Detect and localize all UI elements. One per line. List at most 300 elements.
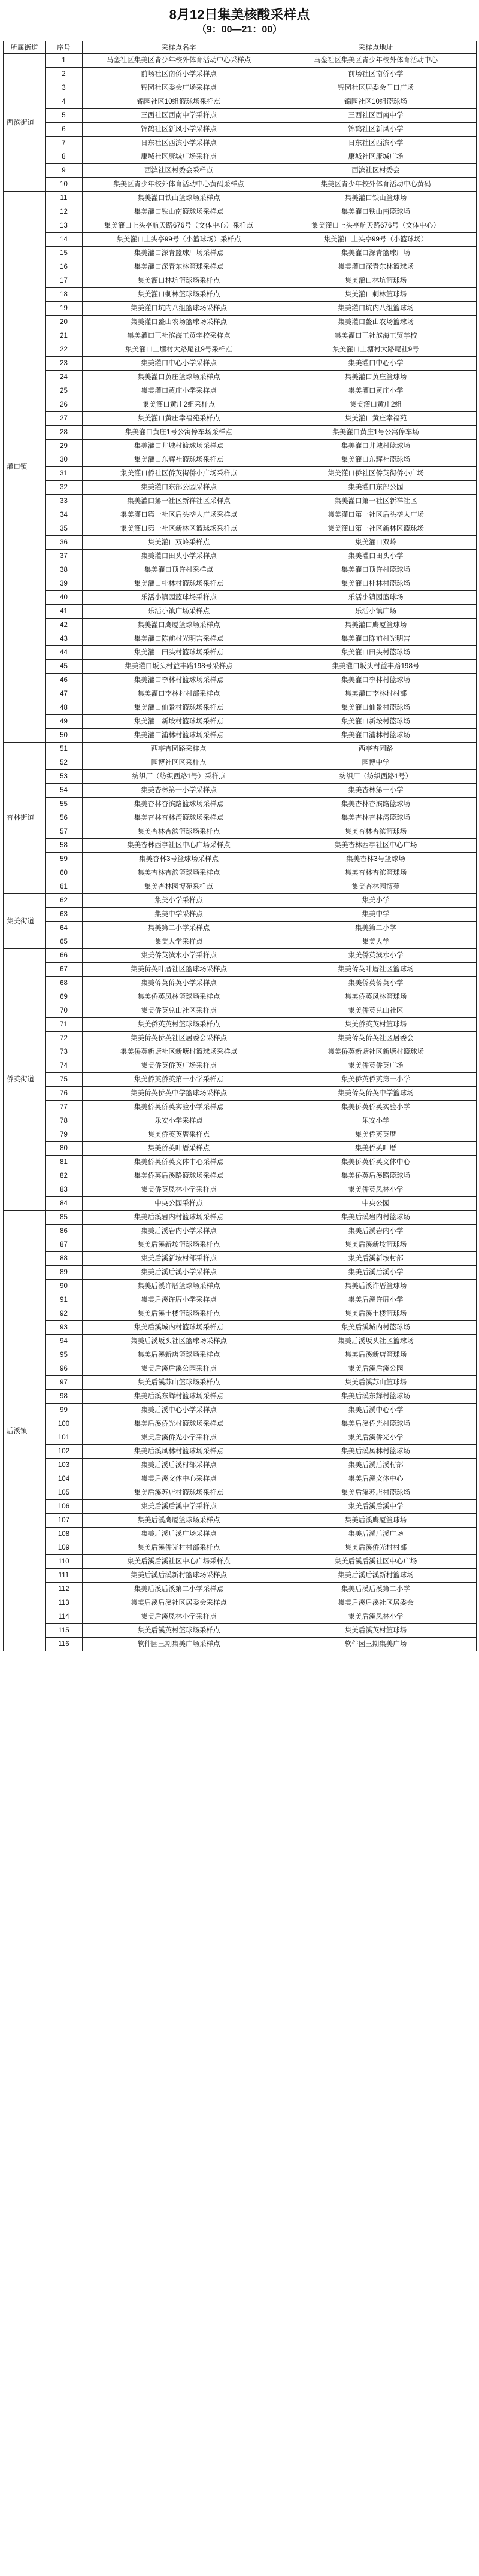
sampling-sites-table [3,41,477,1651]
number-cell: 112 [46,1583,83,1596]
site-name-cell: 集美后溪新垵村部采样点 [83,1252,275,1266]
table-row [4,1445,477,1459]
number-cell: 84 [46,1197,83,1211]
site-address-cell: 集美杏林杏林湾篮球场 [275,811,477,825]
table-row [4,949,477,963]
site-address-cell: 集美灌口新垵村篮球场 [275,715,477,729]
site-address-cell: 锦园社区居委会门口广场 [275,81,477,95]
table-row [4,178,477,192]
number-cell: 109 [46,1541,83,1555]
site-name-cell: 集美后溪后溪小学采样点 [83,1266,275,1280]
number-cell: 74 [46,1059,83,1073]
table-row [4,894,477,908]
table-row [4,1225,477,1238]
number-cell: 4 [46,95,83,109]
site-address-cell: 集美第二小学 [275,922,477,935]
number-cell: 5 [46,109,83,123]
table-row [4,233,477,247]
table-row [4,81,477,95]
site-name-cell: 西亭杏园路采样点 [83,743,275,756]
site-name-cell: 集美灌口坂头村益丰路198号采样点 [83,660,275,674]
site-address-cell: 集美后溪凤林小学 [275,1610,477,1624]
table-row [4,1142,477,1156]
site-address-cell: 集美灌口李林村村部 [275,687,477,701]
table-row [4,1018,477,1032]
site-address-cell: 集美后溪英村篮球场 [275,1624,477,1638]
site-address-cell: 集美灌口深青篮球厂场 [275,247,477,260]
table-row [4,1156,477,1169]
site-name-cell: 集美灌口仙景村篮球场采样点 [83,701,275,715]
site-name-cell: 集美后溪后溪社区中心广场采样点 [83,1555,275,1569]
site-address-cell: 集美区青少年校外体育活动中心黄码 [275,178,477,192]
site-address-cell: 集美侨英兑山社区 [275,1004,477,1018]
site-name-cell: 集美后溪文体中心采样点 [83,1472,275,1486]
table-row [4,674,477,687]
site-address-cell: 集美后溪后溪社区居委会 [275,1596,477,1610]
document-subtitle: （9：00—21：00） [196,25,283,35]
site-address-cell: 集美后溪许厝小学 [275,1293,477,1307]
site-address-cell: 集美灌口坂头村益丰路198号 [275,660,477,674]
site-name-cell: 集美后溪后溪中学采样点 [83,1500,275,1514]
site-address-cell: 集美杏林西亭社区中心广场 [275,839,477,853]
site-name-cell: 集美中学采样点 [83,908,275,922]
number-cell: 110 [46,1555,83,1569]
site-name-cell: 集美灌口黄庄幸福苑采样点 [83,412,275,426]
site-name-cell: 集美侨英英村篮球场采样点 [83,1018,275,1032]
site-name-cell: 乐活小镇广场采样点 [83,605,275,619]
site-name-cell: 集美灌口第一社区后头垄大广场采样点 [83,508,275,522]
site-name-cell: 集美杏林杏林湾篮球场采样点 [83,811,275,825]
table-row [4,1252,477,1266]
column-header-number: 序号 [46,41,83,54]
site-name-cell: 集美侨英后溪路篮球场采样点 [83,1169,275,1183]
number-cell: 96 [46,1362,83,1376]
document-title: 8月12日集美核酸采样点 [169,7,310,22]
table-row [4,1045,477,1059]
site-name-cell: 集美灌口上塘村大路尾社9号采样点 [83,343,275,357]
table-row [4,1596,477,1610]
table-row [4,1459,477,1472]
number-cell: 79 [46,1128,83,1142]
site-address-cell: 集美后溪东辉村篮球场 [275,1390,477,1404]
site-address-cell: 集美杏林杏滨路篮球场 [275,798,477,811]
site-address-cell: 集美中学 [275,908,477,922]
site-name-cell: 集美灌口中心小学采样点 [83,357,275,371]
table-row [4,798,477,811]
site-name-cell: 康城社区康城广场采样点 [83,150,275,164]
number-cell: 13 [46,219,83,233]
number-cell: 62 [46,894,83,908]
table-row [4,219,477,233]
number-cell: 90 [46,1280,83,1293]
site-address-cell: 集美灌口陈前村光明宫 [275,632,477,646]
site-address-cell: 集美灌口侨社区侨英街侨小广场 [275,467,477,481]
site-name-cell: 集美灌口井城村篮球场采样点 [83,440,275,453]
table-row [4,316,477,329]
number-cell: 3 [46,81,83,95]
number-cell: 31 [46,467,83,481]
site-address-cell: 集美灌口三社滨海工贸学校 [275,329,477,343]
table-row [4,343,477,357]
table-row [4,632,477,646]
site-address-cell: 集美后溪岩内小学 [275,1225,477,1238]
site-address-cell: 集美后溪土楼篮球场 [275,1307,477,1321]
site-address-cell: 集美灌口鹰厦篮球场 [275,619,477,632]
number-cell: 86 [46,1225,83,1238]
table-row [4,577,477,591]
site-name-cell: 集美杏林杏滨路篮球场采样点 [83,798,275,811]
site-name-cell: 集美灌口陈前村光明宫采样点 [83,632,275,646]
table-row [4,1128,477,1142]
site-address-cell: 集美侨英英村篮球场 [275,1018,477,1032]
site-address-cell: 集美后溪后溪第二小学 [275,1583,477,1596]
site-address-cell: 日东社区西滨小学 [275,137,477,150]
table-row [4,1348,477,1362]
site-address-cell: 集美侨英后溪路篮球场 [275,1169,477,1183]
site-name-cell: 三西社区西南中学采样点 [83,109,275,123]
street-cell: 侨英街道 [4,949,46,1211]
site-name-cell: 集美后溪凤林村篮球场采样点 [83,1445,275,1459]
table-row [4,866,477,880]
site-address-cell: 集美灌口李林村篮球场 [275,674,477,687]
site-address-cell: 集美杏林杏滨篮球场 [275,866,477,880]
site-address-cell: 集美后溪凤林村篮球场 [275,1445,477,1459]
number-cell: 53 [46,770,83,784]
site-name-cell: 集美灌口东部公园采样点 [83,481,275,495]
table-row [4,205,477,219]
site-address-cell: 集美后溪后溪村部 [275,1459,477,1472]
table-row [4,109,477,123]
site-name-cell: 乐活小镇园篮球场采样点 [83,591,275,605]
number-cell: 64 [46,922,83,935]
table-row [4,935,477,949]
site-address-cell: 集美灌口上头亭99号（小篮球场） [275,233,477,247]
site-name-cell: 集美杏林第一小学采样点 [83,784,275,798]
number-cell: 80 [46,1142,83,1156]
site-name-cell: 前场社区南侨小学采样点 [83,68,275,81]
table-row [4,687,477,701]
number-cell: 22 [46,343,83,357]
site-address-cell: 集美侨英侨英文体中心 [275,1156,477,1169]
site-address-cell: 集美后溪后溪中学 [275,1500,477,1514]
table-row [4,1486,477,1500]
site-address-cell: 集美后溪苏店村篮球场 [275,1486,477,1500]
site-name-cell: 集美灌口上头亭99号（小篮球场）采样点 [83,233,275,247]
site-address-cell: 纺织厂（纺织西路1号） [275,770,477,784]
number-cell: 76 [46,1087,83,1101]
number-cell: 41 [46,605,83,619]
number-cell: 18 [46,288,83,302]
table-row [4,412,477,426]
site-name-cell: 锦园社区10组篮球场采样点 [83,95,275,109]
site-name-cell: 集美侨英凤林小学采样点 [83,1183,275,1197]
table-row [4,1404,477,1417]
table-row [4,1169,477,1183]
site-name-cell: 集美后溪后溪第二小学采样点 [83,1583,275,1596]
number-cell: 65 [46,935,83,949]
table-row [4,619,477,632]
site-address-cell: 集美灌口中心小学 [275,357,477,371]
table-row [4,743,477,756]
table-row [4,1059,477,1073]
number-cell: 77 [46,1101,83,1114]
site-name-cell: 集美侨英侨英文体中心采样点 [83,1156,275,1169]
site-name-cell: 集美后溪凤林小学采样点 [83,1610,275,1624]
site-name-cell: 集美后溪苏店村篮球场采样点 [83,1486,275,1500]
site-name-cell: 集美灌口上头亭航天路676号（文体中心）采样点 [83,219,275,233]
site-address-cell: 集美灌口上塘村大路尾社9号 [275,343,477,357]
number-cell: 63 [46,908,83,922]
number-cell: 7 [46,137,83,150]
site-address-cell: 集美杏林杏滨篮球场 [275,825,477,839]
number-cell: 28 [46,426,83,440]
site-name-cell: 集美侨英侨英实验小学采样点 [83,1101,275,1114]
number-cell: 71 [46,1018,83,1032]
table-row [4,646,477,660]
site-name-cell: 集美后溪侨光小学采样点 [83,1431,275,1445]
number-cell: 48 [46,701,83,715]
number-cell: 11 [46,192,83,205]
site-name-cell: 集美杏林园博苑采样点 [83,880,275,894]
site-address-cell: 乐活小镇广场 [275,605,477,619]
number-cell: 17 [46,274,83,288]
site-address-cell: 乐安小学 [275,1114,477,1128]
site-name-cell: 马銮社区集美区青少年校外体育活动中心采样点 [83,54,275,68]
number-cell: 38 [46,563,83,577]
table-row [4,481,477,495]
site-name-cell: 集美灌口深青篮球厂场采样点 [83,247,275,260]
table-row [4,54,477,68]
site-name-cell: 集美后溪许厝小学采样点 [83,1293,275,1307]
number-cell: 34 [46,508,83,522]
number-cell: 40 [46,591,83,605]
site-address-cell: 前场社区南侨小学 [275,68,477,81]
site-address-cell: 集美后溪许厝篮球场 [275,1280,477,1293]
number-cell: 6 [46,123,83,137]
site-address-cell: 集美灌口黄庄幸福苑 [275,412,477,426]
number-cell: 10 [46,178,83,192]
table-row [4,1500,477,1514]
table-row [4,1362,477,1376]
site-name-cell: 集美后溪后溪广场采样点 [83,1528,275,1541]
site-address-cell: 集美灌口坑内八组篮球场 [275,302,477,316]
table-row [4,770,477,784]
table-row [4,1638,477,1651]
site-address-cell: 集美后溪侨光村村部 [275,1541,477,1555]
number-cell: 19 [46,302,83,316]
site-name-cell: 集美侨英英厝采样点 [83,1128,275,1142]
number-cell: 49 [46,715,83,729]
table-row [4,853,477,866]
site-name-cell: 集美侨英凤林篮球场采样点 [83,990,275,1004]
site-address-cell: 集美灌口东辉社篮球场 [275,453,477,467]
site-name-cell: 集美后溪英村篮球场采样点 [83,1624,275,1638]
table-row [4,164,477,178]
site-address-cell: 集美灌口双岭 [275,536,477,550]
number-cell: 60 [46,866,83,880]
number-cell: 113 [46,1596,83,1610]
number-cell: 57 [46,825,83,839]
table-row [4,1472,477,1486]
number-cell: 78 [46,1114,83,1128]
number-cell: 2 [46,68,83,81]
table-row [4,1101,477,1114]
site-name-cell: 集美灌口第一社区新林区篮球场采样点 [83,522,275,536]
site-name-cell: 集美灌口黄庄1号公寓停车场采样点 [83,426,275,440]
site-address-cell: 集美灌口田头村篮球场 [275,646,477,660]
site-address-cell: 集美后溪后溪社区中心广场 [275,1555,477,1569]
table-row [4,1114,477,1128]
number-cell: 56 [46,811,83,825]
site-name-cell: 西滨社区村委会采样点 [83,164,275,178]
site-name-cell: 集美杏林杏滨篮球场采样点 [83,866,275,880]
table-row [4,329,477,343]
site-name-cell: 集美侨英新塘社区新塘村篮球场采样点 [83,1045,275,1059]
site-name-cell: 集美后溪后溪社区居委会采样点 [83,1596,275,1610]
table-row [4,1528,477,1541]
number-cell: 87 [46,1238,83,1252]
table-row [4,1569,477,1583]
table-row [4,591,477,605]
table-row [4,1004,477,1018]
site-name-cell: 纺织厂（纺织西路1号）采样点 [83,770,275,784]
table-row [4,398,477,412]
number-cell: 27 [46,412,83,426]
site-name-cell: 集美后溪鹰厦篮球场采样点 [83,1514,275,1528]
number-cell: 61 [46,880,83,894]
site-name-cell: 集美灌口黄庄2组采样点 [83,398,275,412]
table-row [4,784,477,798]
site-name-cell: 集美灌口浦林村篮球场采样点 [83,729,275,743]
table-row [4,1514,477,1528]
number-cell: 97 [46,1376,83,1390]
site-address-cell: 集美后溪坂头社区篮球场 [275,1335,477,1348]
site-address-cell: 集美侨英凤林篮球场 [275,990,477,1004]
table-row [4,384,477,398]
number-cell: 43 [46,632,83,646]
site-address-cell: 集美灌口林坑篮球场 [275,274,477,288]
table-row [4,1390,477,1404]
site-address-cell: 集美侨英侨英中学篮球场 [275,1087,477,1101]
number-cell: 67 [46,963,83,977]
table-row [4,563,477,577]
site-name-cell: 集美侨英侨英社区居委会采样点 [83,1032,275,1045]
table-row [4,1211,477,1225]
number-cell: 52 [46,756,83,770]
table-row [4,550,477,563]
number-cell: 68 [46,977,83,990]
site-name-cell: 集美侨英滨水小学采样点 [83,949,275,963]
table-row [4,260,477,274]
number-cell: 25 [46,384,83,398]
site-name-cell: 集美大学采样点 [83,935,275,949]
site-address-cell: 集美后溪岩内村篮球场 [275,1211,477,1225]
site-name-cell: 集美侨英侨英中学篮球场采样点 [83,1087,275,1101]
site-address-cell: 集美侨英叶厝社区篮球场 [275,963,477,977]
site-address-cell: 集美大学 [275,935,477,949]
number-cell: 20 [46,316,83,329]
number-cell: 72 [46,1032,83,1045]
table-row [4,508,477,522]
site-name-cell: 集美后溪东辉村篮球场采样点 [83,1390,275,1404]
site-address-cell: 集美侨英侨英第一小学 [275,1073,477,1087]
number-cell: 29 [46,440,83,453]
site-address-cell: 锦鹤社区新风小学 [275,123,477,137]
table-row [4,357,477,371]
table-row [4,302,477,316]
site-address-cell: 集美后溪苏山篮球场 [275,1376,477,1390]
number-cell: 51 [46,743,83,756]
header-row [4,41,477,54]
table-row [4,1335,477,1348]
number-cell: 101 [46,1431,83,1445]
table-row [4,1321,477,1335]
table-row [4,137,477,150]
site-address-cell: 集美灌口上头亭航天路676号（文体中心） [275,219,477,233]
site-name-cell: 集美灌口双岭采样点 [83,536,275,550]
site-address-cell: 集美灌口顶许村篮球场 [275,563,477,577]
site-address-cell: 集美灌口井城村篮球场 [275,440,477,453]
number-cell: 103 [46,1459,83,1472]
table-row [4,1417,477,1431]
number-cell: 92 [46,1307,83,1321]
site-address-cell: 集美灌口东部公园 [275,481,477,495]
table-row [4,922,477,935]
table-row [4,495,477,508]
site-name-cell: 集美后溪岩内小学采样点 [83,1225,275,1238]
number-cell: 106 [46,1500,83,1514]
table-row [4,1583,477,1596]
site-name-cell: 集美后溪岩内村篮球场采样点 [83,1211,275,1225]
site-name-cell: 乐安小学采样点 [83,1114,275,1128]
number-cell: 26 [46,398,83,412]
table-row [4,440,477,453]
number-cell: 42 [46,619,83,632]
table-row [4,453,477,467]
site-address-cell: 西滨社区村委会 [275,164,477,178]
site-address-cell: 集美灌口第一社区新祥社区 [275,495,477,508]
number-cell: 115 [46,1624,83,1638]
site-name-cell: 集美后溪后溪村部采样点 [83,1459,275,1472]
column-header-site-address: 采样点地址 [275,41,477,54]
site-address-cell: 集美灌口深青东林篮球场 [275,260,477,274]
site-address-cell: 集美后溪后溪新村篮球场 [275,1569,477,1583]
site-address-cell: 集美灌口黄庄篮球场 [275,371,477,384]
site-address-cell: 乐活小镇园篮球场 [275,591,477,605]
site-address-cell: 集美灌口鳌山农场篮球场 [275,316,477,329]
number-cell: 58 [46,839,83,853]
site-address-cell: 集美后溪后溪公园 [275,1362,477,1376]
table-row [4,908,477,922]
number-cell: 88 [46,1252,83,1266]
site-address-cell: 集美杏林3号篮球场 [275,853,477,866]
site-name-cell: 集美后溪中心小学采样点 [83,1404,275,1417]
table-row [4,811,477,825]
site-address-cell: 集美后溪侨光村篮球场 [275,1417,477,1431]
site-name-cell: 集美灌口侨社区侨英街侨小广场采样点 [83,467,275,481]
table-row [4,192,477,205]
number-cell: 33 [46,495,83,508]
table-row [4,715,477,729]
table-row [4,1431,477,1445]
number-cell: 114 [46,1610,83,1624]
site-address-cell: 集美侨英滨水小学 [275,949,477,963]
site-name-cell: 集美后溪许厝篮球场采样点 [83,1280,275,1293]
site-address-cell: 集美灌口铁山南篮球场 [275,205,477,219]
site-name-cell: 集美灌口刺林篮球场采样点 [83,288,275,302]
number-cell: 116 [46,1638,83,1651]
site-name-cell: 集美后溪苏山篮球场采样点 [83,1376,275,1390]
